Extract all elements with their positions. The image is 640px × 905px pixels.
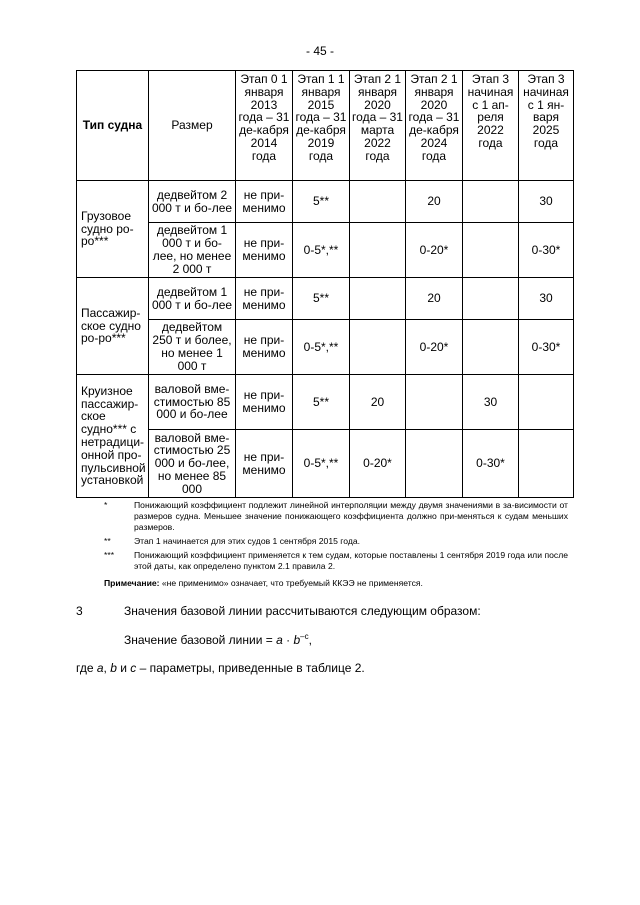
size-cell: валовой вме-стимостью 25 000 и бо-лее, но менее 85 000 [149,430,236,498]
remark-text: «не применимо» означает, что требуемый ККЭЭ не применяется. [159,578,423,588]
paragraph-text: Значения базовой линии рассчитываются следующим образом: [124,604,481,618]
value-cell: 30 [463,375,519,430]
footnote [104,500,568,533]
footnote-text: Понижающий коэффициент подлежит линейной интерполяции между двумя значениями в за-висимости от размеров судна. Меньшее значение понижающего коэффициента должно при-меняться к судам меньших размеров. [134,500,568,532]
header-phase-2a: Этап 2 1 января 2020 года – 31 марта 2022 года [350,71,406,181]
value-cell [350,223,406,278]
where-sep: , [103,661,111,675]
value-cell [519,375,574,430]
header-phase-2b: Этап 2 1 января 2020 года – 31 де-кабря 2024 года [406,71,463,181]
remark [104,578,568,589]
formula-suffix: , [308,633,312,647]
table-row [77,223,574,278]
where-prefix: где [76,661,97,675]
value-cell: 30 [519,181,574,223]
paragraph-number: 3 [76,604,83,618]
value-cell [463,278,519,320]
header-size: Размер [149,71,236,181]
size-cell: дедвейтом 1 000 т и бо-лее, но менее 2 000 т [149,223,236,278]
formula-prefix: Значение базовой линии = [124,633,277,647]
value-cell [350,181,406,223]
table-row [77,320,574,375]
value-cell: 0-20* [406,320,463,375]
size-cell: валовой вме-стимостью 85 000 и бо-лее [149,375,236,430]
table-row [77,278,574,320]
table-row [77,375,574,430]
footnote-text: Понижающий коэффициент применяется к тем судам, которые поставлены 1 сентября 2019 года или после этой даты, как определено пунктом 2.1 правила 2. [134,550,568,571]
value-cell [463,181,519,223]
size-cell: дедвейтом 2 000 т и бо-лее [149,181,236,223]
page-number: - 45 - [305,44,334,58]
value-cell: не при-менимо [236,430,293,498]
baseline-formula [124,632,312,647]
header-phase-1: Этап 1 1 января 2015 года – 31 де-кабря 2019 года [293,71,350,181]
value-cell [463,320,519,375]
value-cell [350,278,406,320]
footnote-mark: ** [104,536,111,546]
value-cell: 0-5*,** [293,320,350,375]
footnote-mark: * [104,500,108,510]
value-cell [463,223,519,278]
value-cell: 0-5*,** [293,430,350,498]
header-phase-3b: Этап 3 начиная с 1 ян-варя 2025 года [519,71,574,181]
table-footnotes [104,500,568,589]
value-cell: 0-30* [519,223,574,278]
header-phase-3a: Этап 3 начиная с 1 ап-реля 2022 года [463,71,519,181]
ship-type-cell: Круизное пассажир-ское судно*** с нетрадици-онной про-пульсивной установкой [77,375,149,498]
value-cell: не при-менимо [236,181,293,223]
where-suffix: – параметры, приведенные в таблице 2. [136,661,365,675]
table-row [77,430,574,498]
header-phase-0: Этап 0 1 января 2013 года – 31 де-кабря 2014 года [236,71,293,181]
where-c: c [130,661,137,675]
value-cell: 0-20* [350,430,406,498]
value-cell: 5** [293,375,350,430]
where-b: b [110,661,117,675]
value-cell: 0-30* [519,320,574,375]
value-cell: 5** [293,181,350,223]
footnote-text: Этап 1 начинается для этих судов 1 сентября 2015 года. [134,536,361,546]
remark-label: Примечание: [104,578,160,588]
value-cell [406,430,463,498]
value-cell: не при-менимо [236,278,293,320]
where-a: a [96,661,104,675]
ship-type-cell: Грузовое судно ро-ро*** [77,181,149,278]
table-row [77,181,574,223]
footnote [104,550,568,572]
size-cell: дедвейтом 1 000 т и бо-лее [149,278,236,320]
formula-exponent: –c [300,632,309,641]
parameters-note [76,661,365,675]
formula-dot: · [282,633,294,647]
formula-a: a [276,633,283,647]
value-cell: 0-30* [463,430,519,498]
footnote-mark: *** [104,550,115,560]
value-cell: 0-20* [406,223,463,278]
value-cell: 30 [519,278,574,320]
value-cell [406,375,463,430]
footnote [104,536,568,547]
value-cell: 20 [406,181,463,223]
value-cell: 20 [406,278,463,320]
formula-b: b [293,633,301,647]
value-cell: не при-менимо [236,320,293,375]
value-cell [350,320,406,375]
ship-type-cell: Пассажир-ское судно ро-ро*** [77,278,149,375]
value-cell: не при-менимо [236,223,293,278]
value-cell [519,430,574,498]
header-ship-type: Тип судна [77,71,149,181]
where-sep: и [116,661,131,675]
value-cell: 20 [350,375,406,430]
value-cell: не при-менимо [236,375,293,430]
value-cell: 0-5*,** [293,223,350,278]
value-cell: 5** [293,278,350,320]
size-cell: дедвейтом 250 т и более, но менее 1 000 т [149,320,236,375]
reduction-factor-table [76,70,574,498]
